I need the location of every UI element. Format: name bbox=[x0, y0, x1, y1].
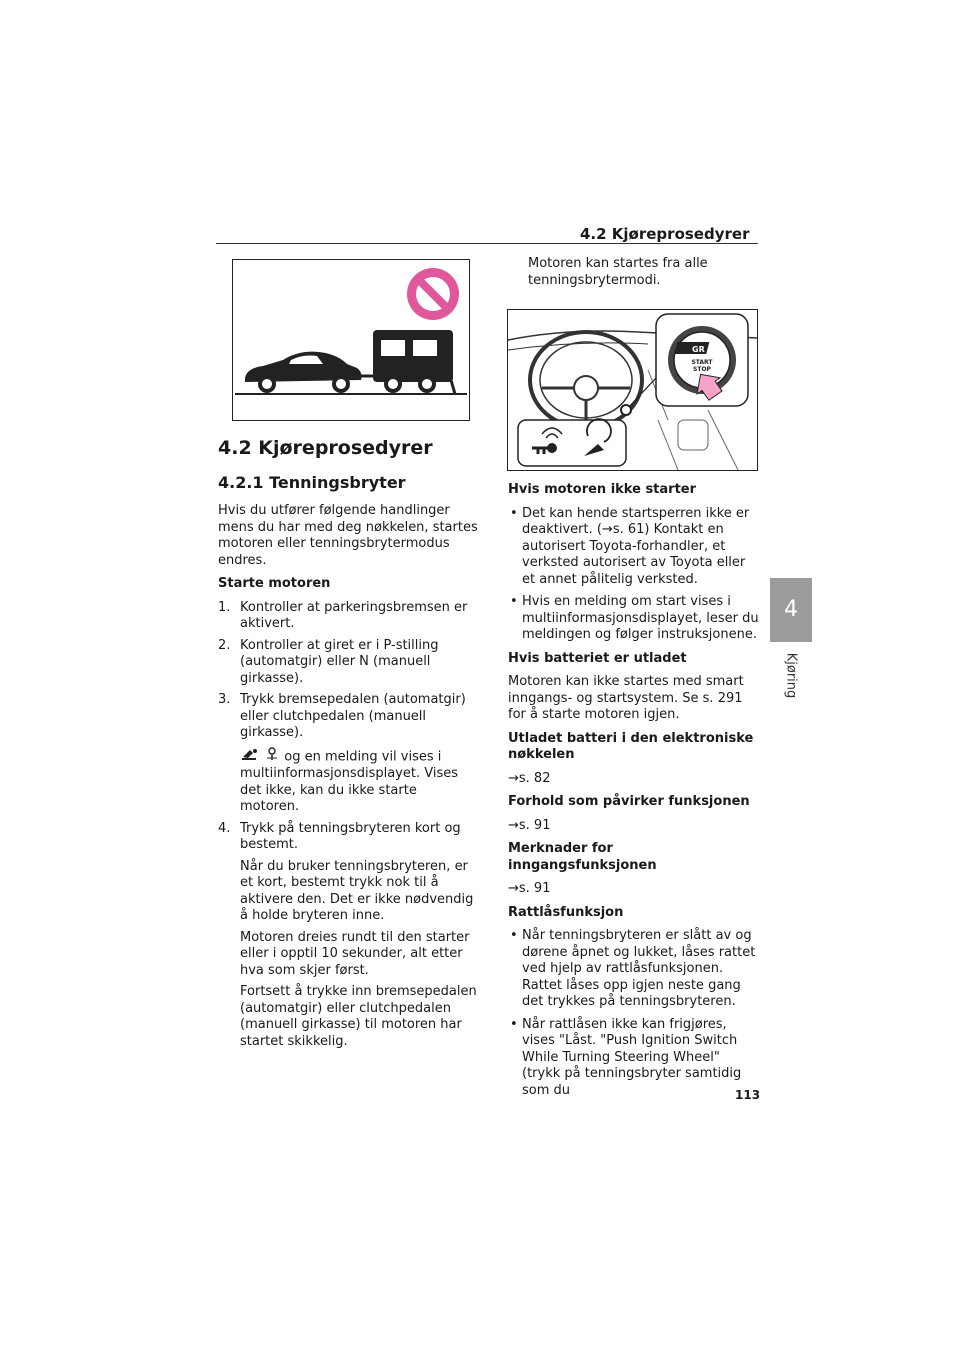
sec1-heading: Hvis motoren ikke starter bbox=[508, 482, 697, 497]
sec6-list bbox=[508, 928, 760, 1099]
step-item: 1. Kontroller at parkeringsbremsen er aktivert. bbox=[218, 599, 468, 631]
sec2-text: Motoren kan ikke startes med smart inngangs- og startsystem. Se s. 291 for å starte motoren igjen. bbox=[508, 674, 744, 722]
towing-illustration bbox=[233, 260, 469, 420]
subsection-title: 4.2.1 Tenningsbryter bbox=[218, 472, 406, 492]
running-header: 4.2 Kjøreprosedyrer bbox=[580, 225, 750, 243]
sec2-heading: Hvis batteriet er utladet bbox=[508, 650, 687, 666]
list-item: • Når tenningsbryteren er slått av og dørene åpnet og lukket, låses rattet ved hjelp av rattlåsfunksjonen. Rattet låses opp igjen neste gang det trykkes på tenningsbryteren. bbox=[508, 928, 760, 1011]
svg-text:GR: GR bbox=[692, 345, 705, 354]
step4-list bbox=[218, 821, 480, 854]
step3-note: og en melding vil vises i multiinformasjonsdisplayet. Vises det ikke, kan du ikke starte motoren. bbox=[218, 747, 480, 816]
sec5-heading: Merknader for inngangsfunksjonen bbox=[508, 841, 657, 873]
list-item: • Når rattlåsen ikke kan frigjøres, vises "Låst. "Push Ignition Switch While Turning Steering Wheel" (trykk på tenningsbryter samtidig som du bbox=[508, 1017, 760, 1100]
key-indicator-icon bbox=[264, 747, 280, 767]
dashboard-illustration bbox=[508, 310, 757, 470]
start-label: START bbox=[691, 359, 713, 366]
stop-label: STOP bbox=[693, 366, 711, 373]
step4-note: Fortsett å trykke inn bremsepedalen (automatgir) eller clutchpedalen (manuell girkasse) til motoren har startet skikkelig. bbox=[240, 984, 477, 1049]
chapter-tab[interactable]: 4 bbox=[770, 578, 812, 642]
sec5-ref[interactable]: →s. 91 bbox=[508, 881, 551, 896]
brake-pedal-icon bbox=[240, 747, 260, 767]
step-item: 4. Trykk på tenningsbryteren kort og bestemt. bbox=[218, 820, 461, 852]
header-rule bbox=[216, 243, 758, 244]
sec4-ref[interactable]: →s. 91 bbox=[508, 817, 551, 833]
left-column bbox=[218, 437, 480, 1055]
sec4-heading: Forhold som påvirker funksjonen bbox=[508, 794, 750, 809]
list-item: • Hvis en melding om start vises i multiinformasjonsdisplayet, leser du meldingen og følger instruksjonene. bbox=[508, 594, 760, 644]
trailer-icon bbox=[373, 330, 455, 394]
sec6-heading: Rattlåsfunksjon bbox=[508, 904, 624, 920]
prohibition-icon bbox=[407, 268, 459, 320]
step-item: 2. Kontroller at giret er i P-stilling (automatgir) eller N (manuell girkasse). bbox=[218, 637, 439, 686]
start-stop-callout bbox=[656, 314, 748, 406]
sec1-list bbox=[508, 506, 760, 644]
page-number: 113 bbox=[735, 1088, 761, 1102]
sec3-ref[interactable]: →s. 82 bbox=[508, 770, 551, 786]
chapter-label: Kjøring bbox=[783, 652, 799, 699]
section-title: 4.2 Kjøreprosedyrer bbox=[218, 437, 433, 459]
start-steps bbox=[218, 600, 480, 742]
start-heading: Starte motoren bbox=[218, 576, 331, 591]
step-item: 3. Trykk bremsepedalen (automatgir) eller clutchpedalen (manuell girkasse). bbox=[218, 692, 466, 740]
sec3-heading: Utladet batteri i den elektroniske nøkkelen bbox=[508, 730, 754, 762]
key-start-callout bbox=[518, 419, 626, 466]
step4-note: Når du bruker tenningsbryteren, er et kort, bestemt trykk nok til å aktivere den. Det er ikke nødvendig å holde bryteren inne. bbox=[240, 858, 474, 923]
continued-text: Motoren kan startes fra alle tenningsbrytermodi. bbox=[528, 256, 708, 288]
start-button-figure bbox=[507, 309, 758, 471]
car-icon bbox=[245, 352, 375, 393]
towing-prohibited-figure bbox=[232, 259, 470, 421]
right-column bbox=[508, 482, 760, 1106]
intro-paragraph: Hvis du utfører følgende handlinger mens du har med deg nøkkelen, startes motoren eller tenningsbrytermodus endres. bbox=[218, 503, 478, 568]
step4-note: Motoren dreies rundt til den starter eller i opptil 10 sekunder, alt etter hva som skjer først. bbox=[240, 929, 470, 978]
list-item: • Det kan hende startsperren ikke er deaktivert. (→s. 61) Kontakt en autorisert Toyota-forhandler, et verksted autorisert av Toyota eller et annet pålitelig verksted. bbox=[508, 506, 760, 589]
